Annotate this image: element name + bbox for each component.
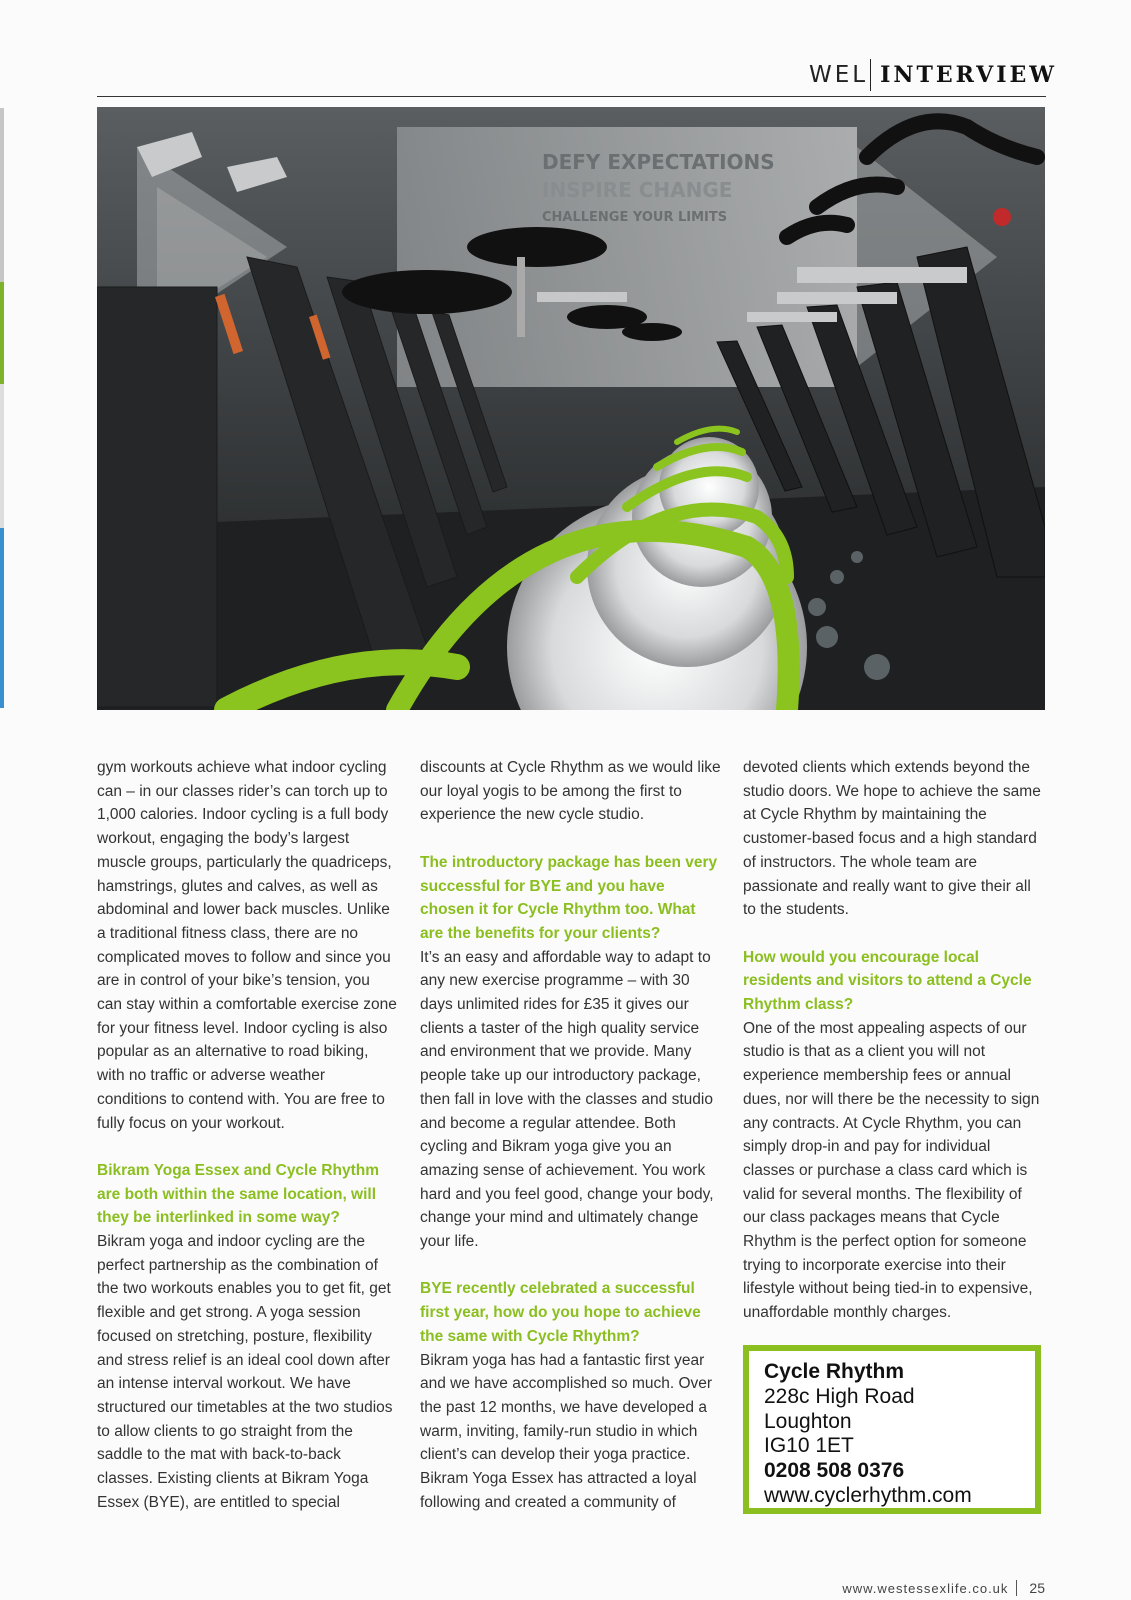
article-column-3 [743,756,1045,1349]
photo-illustration [97,107,1045,710]
header-divider [870,59,871,91]
article-paragraph: Bikram yoga has had a fantastic first year and we have accomplished so much. Over the past 12 months, we have developed a warm, inviting, family-run studio in which client’s can develop their yoga practice. Bikram Yoga Essex has attracted a loyal following and created a community of [420,1351,713,1511]
contact-postcode: IG10 1ET [764,1434,854,1458]
section-header [809,58,1057,92]
article-paragraph: devoted clients which extends beyond the studio doors. We hope to achieve the same at Cycle Rhythm by maintaining the customer-based focus and a high standard of instructors. The whole team are passionate and really want to give their all to the students. [743,759,1041,919]
contact-town: Loughton [764,1409,852,1433]
contact-phone: 0208 508 0376 [764,1459,905,1483]
section-label: INTERVIEW [880,62,1057,88]
article-column-2 [420,756,722,1538]
wall-slogan-1: DEFY EXPECTATIONS [542,150,775,174]
article-paragraph: One of the most appealing aspects of our studio is that as a client you will not experience membership fees or annual dues, nor will there be the necessity to sign any contracts. At Cycle Rhythm, you can simply drop-in and pay for individual classes or purchase a class card which is valid for several months. The flexibility of our class packages means that Cycle Rhythm is the perfect option for someone trying to incorporate exercise into their lifestyle without being tied-in to expensive, unaffordable monthly charges. [743,1019,1040,1322]
contact-address-line: 228c High Road [764,1384,915,1408]
brand-label: WEL [809,62,869,88]
interview-question: Bikram Yoga Essex and Cycle Rhythm are both within the same location, will they be interlinked in some way? [97,1161,379,1227]
contact-name: Cycle Rhythm [764,1360,905,1383]
page-footer [842,1580,1045,1596]
footer-url: www.westessexlife.co.uk [842,1580,1009,1596]
article-paragraph: Bikram yoga and indoor cycling are the perfect partnership as the combination of the two workouts enables you to get fit, get flexible and get strong. A yoga session focused on stretching, posture, flexibility and stress relief is an ideal cool down after an intense interval workout. We have structured our timetables at the two studios to allow clients to go straight from the saddle to the mat with back-to-back classes. Existing clients at Bikram Yoga Essex (BYE), are entitled to special [97,1233,393,1511]
interview-question: BYE recently celebrated a successful first year, how do you hope to achieve the same with Cycle Rhythm? [420,1280,701,1345]
wall-slogan-2: INSPIRE CHANGE [542,178,733,202]
article-paragraph: gym workouts achieve what indoor cycling can – in our classes rider’s can torch up to 1,000 calories. Indoor cycling is a full body workout, engaging the body’s largest muscle groups, particularly the quadriceps, hamstrings, glutes and calves, as well as abdominal and lower back muscles. Unlike a traditional fitness class, there are no complicated moves to follow and since you are in control of your bike’s tension, you can stay within a comfortable exercise zone for your fitness level. Indoor cycling is also popular as an alternative to road biking, with no traffic or adverse weather conditions to contend with. You are free to fully focus on your workout. [97,759,397,1132]
article-paragraph: It’s an easy and affordable way to adapt to any new exercise programme – with 30 days unlimited rides for £35 it gives our clients a taster of the high quality service and environment that we provide. Many people take up our introductory package, then fall in love with the classes and studio and become a regular attendee. Both cycling and Bikram yoga give you an amazing sense of achievement. You work hard and you feel good, change your body, change your mind and ultimately change your life. [420,948,714,1251]
header-rule [97,96,1046,97]
article-column-1 [97,756,399,1538]
spin-bikes-photo [97,107,1045,710]
interview-question: How would you encourage local residents and visitors to attend a Cycle Rhythm class? [743,948,1032,1014]
facing-page-edge [0,108,4,708]
article-paragraph: discounts at Cycle Rhythm as we would like our loyal yogis to be among the first to experience the new cycle studio. [420,759,721,824]
contact-box [743,1345,1041,1514]
page-number: 25 [1029,1580,1045,1596]
contact-website: www.cyclerhythm.com [764,1483,972,1507]
wall-slogan-3: CHALLENGE YOUR LIMITS [542,210,728,225]
interview-question: The introductory package has been very successful for BYE and you have chosen it for Cycle Rhythm too. What are the benefits for your clients? [420,853,718,942]
footer-divider [1016,1580,1017,1596]
